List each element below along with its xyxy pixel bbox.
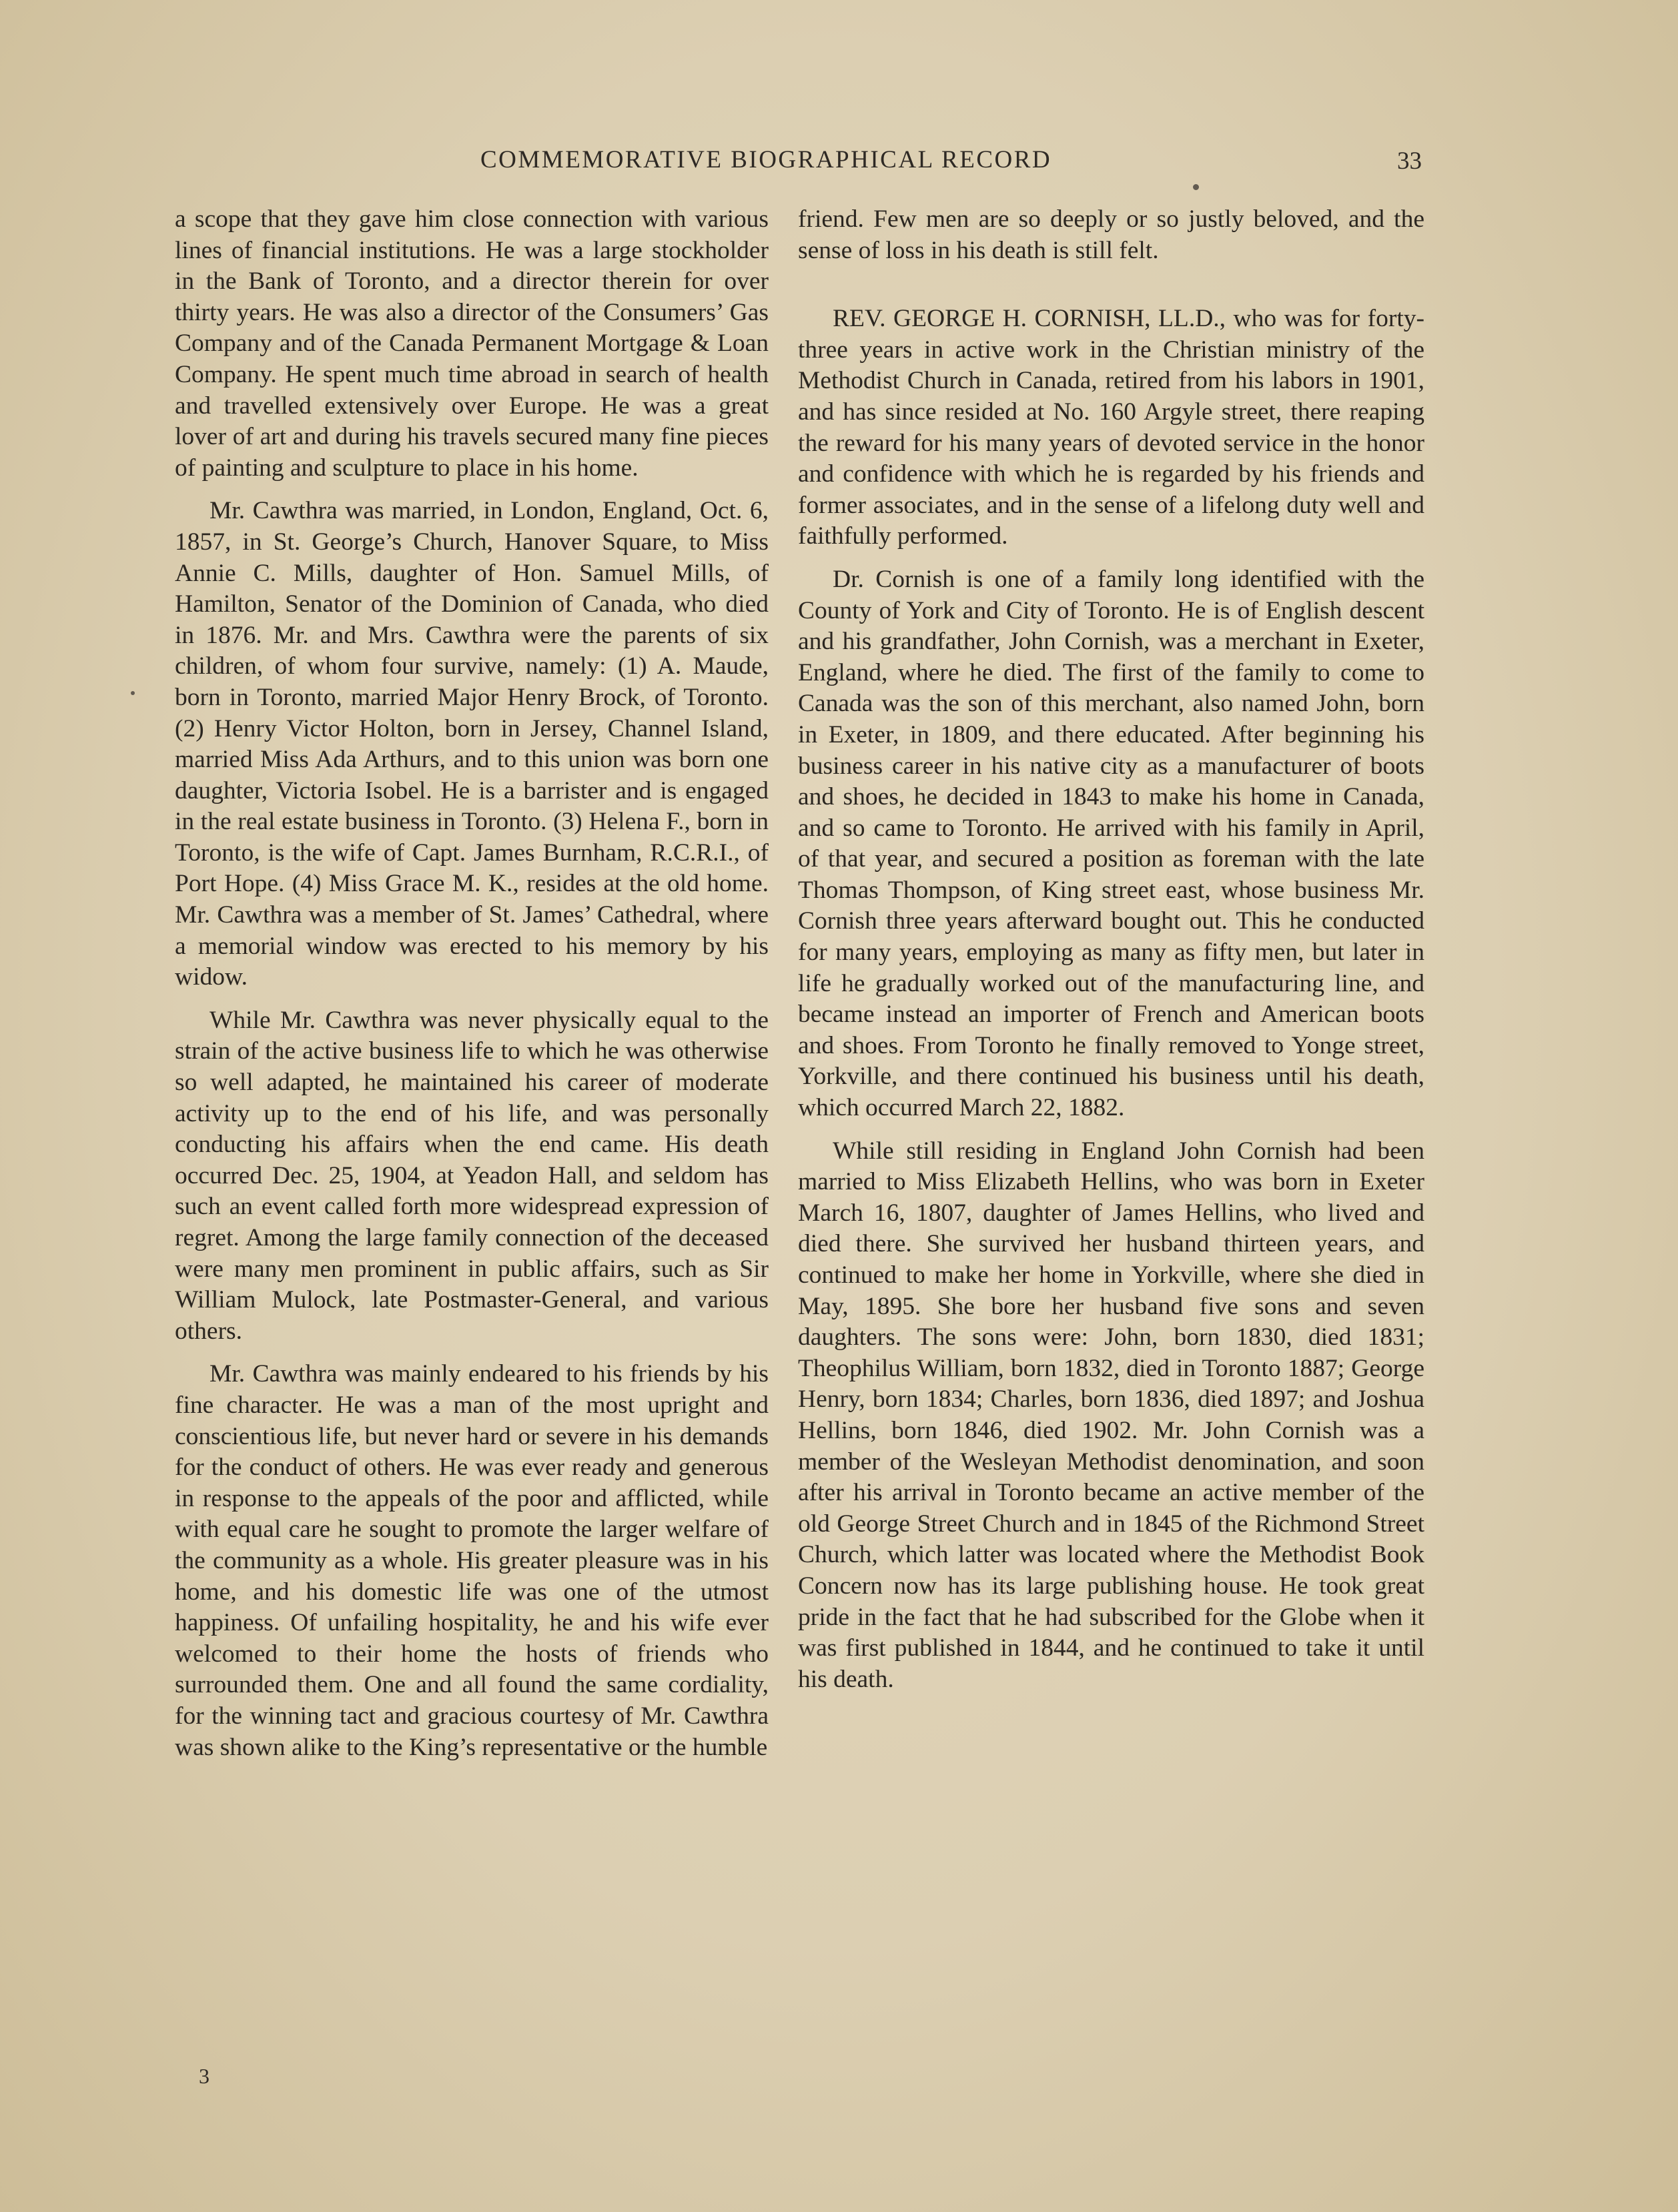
ink-speck bbox=[131, 691, 135, 695]
running-title: COMMEMORATIVE BIOGRAPHICAL RECORD bbox=[480, 146, 1052, 173]
paragraph-cawthra-marriage: Mr. Cawthra was married, in London, England, Oct. 6, 1857, in St. George’s Church, Hanover Square, to Miss Annie C. Mills, daughter of Hon. Samuel Mills, of Hamilton, Senator of the Dominion of Canada, who died in 1876. Mr. and Mrs. Cawthra were the parents of six children, of whom four survive, namely: (1) A. Maude, born in Toronto, married Major Henry Brock, of Toronto. (2) Henry Victor Holton, born in Jersey, Channel Island, married Miss Ada Arthurs, and to this union was born one daughter, Victoria Isobel. He is a barrister and is engaged in the real estate business in Toronto. (3) Helena F., born in Toronto, is the wife of Capt. James Burnham, R.C.R.I., of Port Hope. (4) Miss Grace M. K., resides at the old home. Mr. Cawthra was a member of St. James’ Cathedral, where a memorial window was erected to his memory by his widow. bbox=[175, 497, 769, 991]
paragraph-cornish-parents: While still residing in England John Cornish had been married to Miss Elizabeth Hellins, who was born in Exeter March 16, 1807, daughter of James Hellins, who lived and died there. She survived her husband thirteen years, and continued to make her home in Yorkville, where she died in May, 1895. She bore her husband five sons and seven daughters. The sons were: John, born 1830, died 1831; Theophilus William, born 1832, died in Toronto 1887; George Henry, born 1834; Charles, born 1836, died 1897; and Joshua Hellins, born 1846, died 1902. Mr. John Cornish was a member of the Wesleyan Methodist denomination, and soon after his arrival in Toronto became an active member of the old George Street Church and in 1845 of the Richmond Street Church, which latter was located where the Methodist Book Concern now has its large publishing house. He took great pride in the fact that he had subscribed for the Globe when it was first published in 1844, and he continued to take it until his death. bbox=[798, 1137, 1424, 1693]
paragraph-cawthra-character: Mr. Cawthra was mainly endeared to his friends by his fine character. He was a man of the most upright and conscientious life, but never hard or severe in his demands for the conduct of others. He was ever ready and generous in response to the appeals of the poor and afflicted, while with equal care he sought to promote the larger welfare of the community as a whole. His greater pleasure was in his home, and his domestic life was one of the utmost happiness. Of unfailing hospitality, he and his wife ever welcomed to their home the hosts of friends who surrounded them. One and all found the same cordiality, for the winning tact and gracious courtesy of Mr. Cawthra was shown alike to the King’s representative or the humble bbox=[175, 1360, 769, 1761]
paragraph-cawthra-death: While Mr. Cawthra was never physically equal to the strain of the active business life to which he was otherwise so well adapted, he maintained his career of moderate activity up to the end of his life, and was personally conducting his affairs when the end came. His death occurred Dec. 25, 1904, at Yeadon Hall, and seldom has such an event called forth more widespread expression of regret. Among the large family connection of the deceased were many men prominent in public affairs, such as Sir William Mulock, late Postmaster-General, and various others. bbox=[175, 1006, 769, 1345]
left-column bbox=[175, 204, 769, 1763]
paragraph-cornish-family: Dr. Cornish is one of a family long identified with the County of York and City of Toronto. He is of English descent and his grandfather, John Cornish, was a merchant in Exeter, England, where he died. The first of the family to come to Canada was the son of this merchant, also named John, born in Exeter, in 1809, and there educated. After beginning his business career in his native city as a manufacturer of boots and shoes, he decided in 1843 to make his home in Canada, and so came to Toronto. He arrived with his family in April, of that year, and secured a position as foreman with the late Thomas Thompson, of King street east, whose business Mr. Cornish three years afterward bought out. This he conducted for many years, employing as many as fifty men, but later in life he gradually worked out of the manufacturing line, and became instead an importer of French and American boots and shoes. From Toronto he finally removed to Yonge street, Yorkville, and there continued his business until his death, which occurred March 22, 1882. bbox=[798, 565, 1424, 1122]
paragraph-cornish-intro: REV. GEORGE H. CORNISH, LL.D., who was for forty-three years in active work in the Christian ministry of the Methodist Church in Canada, retired from his labors in 1901, and has since resided at No. 160 Argyle street, there reaping the reward for his many years of devoted service in the honor and confidence with which he is regarded by his friends and former associates, and in the sense of a lifelong duty well and faithfully performed. bbox=[798, 305, 1424, 550]
right-column bbox=[798, 204, 1424, 1695]
paragraph-continued-cawthra: a scope that they gave him close connection with various lines of financial institutions. He was a large stockholder in the Bank of Toronto, and a director therein for over thirty years. He was also a director of the Consumers’ Gas Company and of the Canada Permanent Mortgage & Loan Company. He spent much time abroad in search of health and travelled extensively over Europe. He was a great lover of art and during his travels secured many fine pieces of painting and sculpture to place in his home. bbox=[175, 205, 769, 482]
signature-mark: 3 bbox=[199, 2064, 209, 2088]
ink-speck bbox=[1193, 184, 1199, 190]
paragraph-cawthra-conclusion: friend. Few men are so deeply or so justly beloved, and the sense of loss in his death is still felt. bbox=[798, 205, 1424, 264]
page-number: 33 bbox=[1397, 147, 1422, 175]
